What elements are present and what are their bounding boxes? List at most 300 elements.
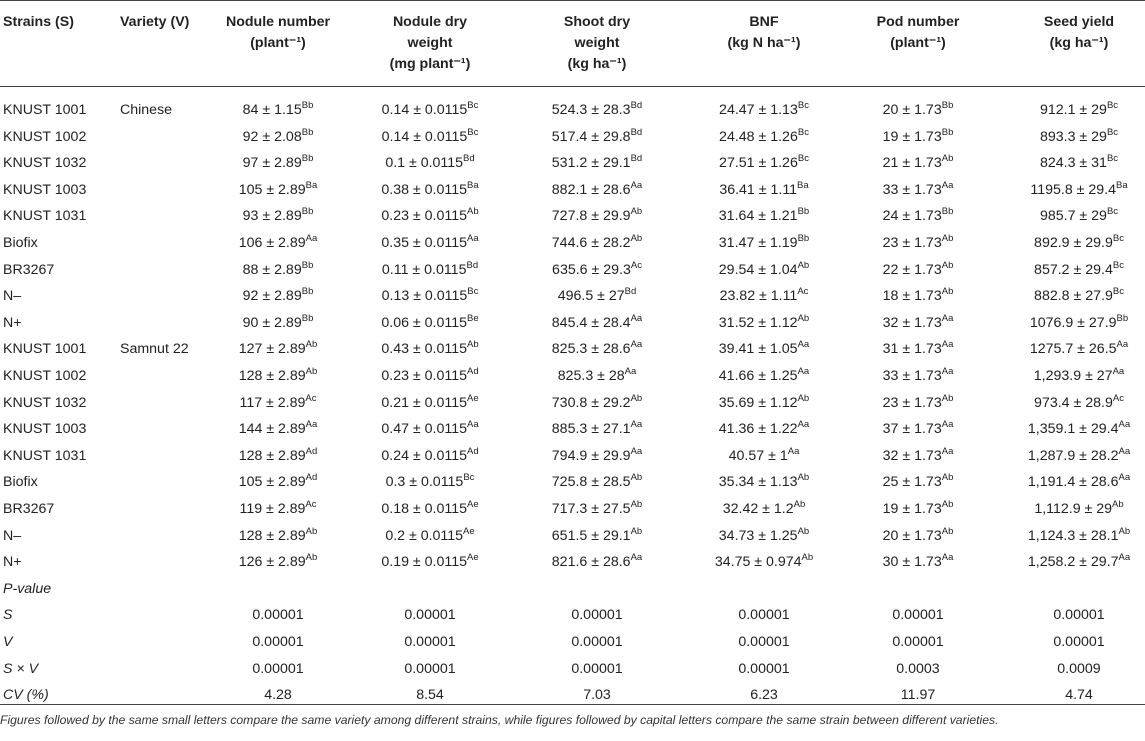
cell-value: 33 ± 1.73	[882, 368, 942, 384]
significance-letters: Bb	[301, 206, 314, 218]
seed-yield-cell	[1034, 257, 1124, 284]
cell-value: 25 ± 1.73	[882, 474, 942, 491]
cell-value: 119 ± 2.89	[239, 501, 306, 517]
stats-label: S × V	[3, 660, 39, 677]
significance-letters: Aa	[797, 419, 810, 431]
significance-letters: Ab	[941, 259, 954, 271]
pod-number-cell	[883, 177, 954, 204]
significance-letters: Ab	[941, 233, 954, 245]
cell-value: 126 ± 2.89	[238, 554, 306, 571]
bnf-cell	[719, 363, 809, 390]
significance-letters: Aa	[305, 419, 318, 431]
significance-letters: Bc	[1106, 100, 1119, 112]
significance-letters: Bc	[797, 153, 809, 165]
strain-cell: N–	[3, 288, 22, 305]
bnf-cell	[719, 203, 809, 230]
significance-letters: Ab	[630, 472, 643, 484]
header-bnf: BNF (kg N ha⁻¹)	[727, 14, 801, 51]
cell-value: 88 ± 2.89	[242, 261, 302, 278]
significance-letters: Ab	[941, 286, 954, 298]
significance-letters: Bc	[467, 100, 479, 112]
cell-value: 97 ± 2.89	[242, 155, 302, 172]
significance-letters: Bd	[630, 100, 643, 112]
stats-label: S	[3, 607, 13, 624]
cell-value: 23.82 ± 1.11	[719, 288, 798, 305]
nodule-number-cell	[243, 97, 314, 124]
table-row	[0, 549, 1145, 576]
shoot-dry-weight-cell	[552, 443, 642, 470]
significance-letters: Ac	[305, 392, 317, 404]
variety-cell: Chinese	[120, 102, 173, 118]
significance-letters: Bb	[301, 286, 314, 298]
shoot-dry-weight-cell	[552, 523, 642, 550]
significance-letters: Ab	[941, 472, 954, 484]
significance-letters: Aa	[630, 419, 643, 431]
cell-value: 496.5 ± 27	[557, 288, 625, 305]
strain-cell: KNUST 1003	[3, 421, 87, 438]
nodule-dry-weight-cell	[381, 310, 478, 337]
cell-value: 893.3 ± 29	[1039, 128, 1107, 145]
significance-letters: Bb	[301, 312, 314, 324]
seed-yield-cell	[1040, 203, 1118, 230]
seed-yield-stat: 0.00001	[1053, 634, 1105, 650]
strain-cell: KNUST 1032	[3, 155, 87, 172]
cell-value: 22 ± 1.73	[882, 261, 942, 278]
significance-letters: Aa	[1118, 445, 1131, 457]
pod-number-cell	[883, 310, 954, 337]
cell-value: 34.73 ± 1.25	[718, 527, 798, 544]
cell-value: 39.41 ± 1.05	[718, 341, 798, 358]
cell-value: 90 ± 2.89	[242, 314, 302, 331]
cell-value: 0.3 ± 0.0115	[385, 474, 464, 491]
significance-letters: Bb	[1116, 312, 1129, 324]
nodule-number-cell	[243, 310, 314, 337]
significance-letters: Bb	[301, 259, 314, 271]
stats-row	[0, 576, 1145, 603]
cell-value: 31 ± 1.73	[882, 341, 942, 358]
nodule-dry-weight-cell	[386, 469, 475, 496]
pod-number-stat: 0.00001	[892, 634, 944, 650]
significance-letters: Ae	[463, 525, 475, 537]
variety-cell: Samnut 22	[120, 341, 189, 358]
cell-value: 128 ± 2.89	[238, 447, 306, 464]
significance-letters: Ab	[1118, 525, 1131, 537]
significance-letters: Bd	[466, 259, 479, 271]
seed-yield-cell	[1028, 549, 1130, 576]
table-top-rule	[0, 0, 1145, 1]
significance-letters: Ac	[630, 259, 642, 271]
cell-value: 973.4 ± 28.9	[1034, 394, 1113, 411]
significance-letters: Ad	[305, 472, 318, 484]
cell-value: 825.3 ± 28.6	[551, 341, 631, 358]
significance-letters: Aa	[941, 179, 954, 191]
significance-letters: Aa	[630, 179, 643, 191]
nodule-dry-weight-stat: 0.00001	[404, 660, 456, 677]
nodule-number-cell	[243, 203, 314, 230]
significance-letters: Ab	[305, 552, 318, 564]
cell-value: 0.13 ± 0.0115	[381, 288, 468, 305]
strain-cell: KNUST 1031	[3, 208, 87, 225]
cell-value: 0.24 ± 0.0115	[381, 447, 467, 464]
cell-value: 35.34 ± 1.13	[718, 474, 798, 491]
nodule-number-cell	[239, 336, 318, 363]
cell-value: 84 ± 1.15	[242, 102, 302, 118]
bnf-cell	[719, 390, 809, 417]
stats-label: P-value	[3, 580, 52, 597]
cell-value: 106 ± 2.89	[238, 235, 306, 251]
significance-letters: Ba	[797, 179, 809, 191]
cell-value: 21 ± 1.73	[882, 155, 942, 172]
nodule-number-cell	[240, 496, 317, 523]
significance-letters: Aa	[1118, 419, 1131, 431]
bnf-cell	[719, 469, 809, 496]
bnf-cell	[719, 336, 809, 363]
significance-letters: Bb	[941, 126, 954, 138]
bnf-cell	[719, 257, 809, 284]
strain-cell: KNUST 1003	[3, 181, 87, 198]
seed-yield-cell	[1034, 363, 1124, 390]
significance-letters: Ab	[941, 153, 954, 165]
nodule-dry-weight-cell	[385, 150, 474, 177]
cell-value: 35.69 ± 1.12	[718, 394, 798, 411]
nodule-dry-weight-stat: 0.00001	[404, 634, 456, 650]
nodule-number-stat: 0.00001	[252, 634, 304, 650]
cell-value: 0.11 ± 0.0115	[381, 261, 467, 278]
significance-letters: Ab	[305, 366, 318, 378]
seed-yield-cell	[1040, 150, 1118, 177]
table-row	[0, 496, 1145, 523]
cell-value: 31.64 ± 1.21	[718, 208, 798, 225]
cell-value: 0.23 ± 0.0115	[381, 208, 467, 225]
significance-letters: Aa	[1118, 472, 1131, 484]
cell-value: 128 ± 2.89	[238, 368, 306, 384]
cell-value: 1195.8 ± 29.4	[1030, 181, 1116, 198]
significance-letters: Bc	[1106, 206, 1119, 218]
significance-letters: Bd	[624, 286, 637, 298]
significance-letters: Bb	[941, 206, 954, 218]
cell-value: 27.51 ± 1.26	[719, 155, 798, 172]
table-row	[0, 523, 1145, 550]
pod-number-cell	[883, 230, 954, 257]
cell-value: 0.43 ± 0.0115	[381, 341, 467, 358]
stats-label: V	[3, 634, 13, 650]
cell-value: 727.8 ± 29.9	[551, 208, 631, 225]
bnf-cell	[719, 523, 809, 550]
pod-number-cell	[883, 150, 954, 177]
cell-value: 0.35 ± 0.0115	[381, 235, 467, 251]
pod-number-cell	[883, 203, 954, 230]
cell-value: 0.06 ± 0.0115	[381, 314, 467, 331]
significance-letters: Bb	[301, 100, 314, 112]
significance-letters: Aa	[787, 445, 800, 457]
significance-letters: Aa	[305, 233, 318, 245]
cell-value: 117 ± 2.89	[239, 394, 306, 411]
header-seed-yield: Seed yield (kg ha⁻¹)	[1043, 14, 1115, 51]
significance-letters: Bc	[1106, 126, 1119, 138]
cell-value: 0.21 ± 0.0115	[381, 394, 467, 411]
significance-letters: Ad	[305, 445, 318, 457]
stats-row	[0, 629, 1145, 656]
cell-value: 128 ± 2.89	[238, 527, 306, 544]
significance-letters: Ae	[467, 499, 479, 511]
nodule-dry-weight-stat: 0.00001	[404, 607, 456, 624]
cell-value: 1,124.3 ± 28.1	[1027, 527, 1119, 544]
table-row	[0, 230, 1145, 257]
header-shoot-dry-weight: Shoot dry weight (kg ha⁻¹)	[563, 14, 631, 72]
header-nodule-number: Nodule number (plant⁻¹)	[225, 14, 331, 51]
table-row	[0, 177, 1145, 204]
significance-letters: Aa	[941, 445, 954, 457]
cell-value: 24 ± 1.73	[882, 208, 942, 225]
nodule-number-cell	[239, 416, 318, 443]
significance-letters: Aa	[630, 552, 643, 564]
cell-value: 37 ± 1.73	[882, 421, 942, 438]
table-bottom-rule	[0, 704, 1145, 705]
significance-letters: Ab	[801, 552, 814, 564]
significance-letters: Ab	[467, 206, 479, 218]
significance-letters: Ac	[305, 499, 317, 511]
nodule-number-cell	[239, 177, 318, 204]
cell-value: 1,258.2 ± 29.7	[1027, 554, 1119, 571]
significance-letters: Ab	[467, 339, 479, 351]
cell-value: 105 ± 2.89	[238, 474, 306, 491]
pod-number-cell	[883, 390, 954, 417]
nodule-dry-weight-cell	[381, 336, 478, 363]
nodule-dry-weight-cell	[381, 363, 478, 390]
cell-value: 29.54 ± 1.04	[718, 261, 798, 278]
cell-value: 892.9 ± 29.9	[1034, 235, 1113, 251]
cell-value: 1,191.4 ± 28.6	[1027, 474, 1119, 491]
cell-value: 20 ± 1.73	[882, 102, 942, 118]
cell-value: 857.2 ± 29.4	[1034, 261, 1113, 278]
shoot-dry-weight-cell	[552, 496, 642, 523]
table-row	[0, 336, 1145, 363]
cell-value: 0.2 ± 0.0115	[385, 527, 464, 544]
nodule-dry-weight-cell	[381, 203, 478, 230]
table-row	[0, 124, 1145, 151]
cell-value: 1076.9 ± 27.9	[1029, 314, 1117, 331]
nodule-dry-weight-cell	[382, 124, 479, 151]
significance-letters: Aa	[624, 366, 637, 378]
cell-value: 92 ± 2.89	[242, 288, 302, 305]
nodule-number-cell	[243, 283, 314, 310]
nodule-dry-weight-cell	[381, 416, 478, 443]
nodule-dry-weight-cell	[385, 523, 474, 550]
bnf-cell	[715, 549, 813, 576]
significance-letters: Aa	[1118, 552, 1131, 564]
bnf-cell	[723, 496, 806, 523]
cell-value: 18 ± 1.73	[882, 288, 942, 305]
nodule-dry-weight-cell	[382, 257, 478, 284]
significance-letters: Bc	[1112, 233, 1124, 245]
seed-yield-cell	[1028, 416, 1130, 443]
cell-value: 24.48 ± 1.26	[719, 128, 798, 145]
shoot-dry-weight-cell	[552, 203, 642, 230]
significance-letters: Bb	[797, 233, 810, 245]
strain-cell: KNUST 1031	[3, 447, 87, 464]
significance-letters: Bc	[1112, 259, 1124, 271]
significance-letters: Aa	[1116, 339, 1129, 351]
significance-letters: Ab	[941, 392, 954, 404]
shoot-dry-weight-cell	[552, 469, 642, 496]
cell-value: 517.4 ± 29.8	[551, 128, 631, 145]
significance-letters: Bb	[941, 100, 954, 112]
significance-letters: Aa	[797, 366, 810, 378]
seed-yield-stat: 0.00001	[1053, 607, 1105, 624]
significance-letters: Aa	[941, 552, 954, 564]
strain-cell: KNUST 1002	[3, 368, 87, 384]
cell-value: 36.41 ± 1.11	[719, 181, 798, 198]
cell-value: 725.8 ± 28.5	[551, 474, 631, 491]
nodule-dry-weight-cell	[381, 496, 478, 523]
table-row	[0, 469, 1145, 496]
nodule-number-cell	[239, 469, 318, 496]
significance-letters: Aa	[467, 233, 479, 245]
pod-number-cell	[883, 549, 954, 576]
cell-value: 33 ± 1.73	[882, 181, 942, 198]
cell-value: 32 ± 1.73	[882, 447, 942, 464]
pod-number-stat: 0.00001	[892, 607, 944, 624]
pod-number-cell	[883, 443, 954, 470]
cell-value: 1,359.1 ± 29.4	[1027, 421, 1119, 438]
significance-letters: Aa	[1112, 366, 1125, 378]
shoot-dry-weight-stat: 0.00001	[571, 634, 623, 650]
pod-number-cell	[883, 496, 954, 523]
seed-yield-cell	[1030, 336, 1128, 363]
significance-letters: Aa	[941, 419, 954, 431]
seed-yield-cell	[1030, 177, 1127, 204]
significance-letters: Ad	[467, 366, 479, 378]
pod-number-cell	[883, 283, 954, 310]
significance-letters: Bd	[463, 153, 475, 165]
bnf-cell	[719, 310, 809, 337]
strain-cell: Biofix	[3, 474, 38, 491]
cell-value: 41.36 ± 1.22	[718, 421, 798, 438]
cell-value: 821.6 ± 28.6	[551, 554, 631, 571]
cell-value: 93 ± 2.89	[242, 208, 302, 225]
cell-value: 0.14 ± 0.0115	[381, 128, 468, 145]
shoot-dry-weight-stat: 0.00001	[571, 660, 623, 677]
cell-value: 0.1 ± 0.0115	[385, 155, 464, 172]
shoot-dry-weight-cell	[552, 390, 642, 417]
shoot-dry-weight-cell	[552, 310, 642, 337]
significance-letters: Ab	[1112, 499, 1124, 511]
bnf-cell	[719, 124, 809, 151]
nodule-dry-weight-cell	[381, 230, 478, 257]
cell-value: 34.75 ± 0.974	[714, 554, 802, 571]
seed-yield-stat: 0.0009	[1057, 660, 1101, 677]
shoot-dry-weight-cell	[552, 177, 642, 204]
cell-value: 635.6 ± 29.3	[552, 261, 631, 278]
pod-number-cell	[883, 523, 954, 550]
strain-cell: Biofix	[3, 235, 38, 251]
cell-value: 1275.7 ± 26.5	[1029, 341, 1117, 358]
seed-yield-cell	[1040, 124, 1118, 151]
significance-letters: Be	[467, 312, 479, 324]
cell-value: 19 ± 1.73	[882, 128, 942, 145]
bnf-stat: 0.00001	[738, 634, 790, 650]
significance-letters: Ae	[467, 552, 479, 564]
cell-value: 882.8 ± 27.9	[1034, 288, 1113, 305]
significance-letters: Ac	[1112, 392, 1124, 404]
significance-letters: Aa	[630, 339, 643, 351]
strain-cell: KNUST 1002	[3, 128, 87, 145]
significance-letters: Aa	[467, 419, 479, 431]
significance-letters: Ab	[305, 525, 318, 537]
significance-letters: Ac	[797, 286, 809, 298]
seed-yield-cell	[1034, 230, 1124, 257]
seed-yield-cell	[1028, 443, 1130, 470]
table-row	[0, 283, 1145, 310]
nodule-number-cell	[243, 257, 314, 284]
nodule-number-cell	[240, 390, 317, 417]
cell-value: 885.3 ± 27.1	[551, 421, 631, 438]
cell-value: 31.47 ± 1.19	[718, 235, 798, 251]
cell-value: 824.3 ± 31	[1039, 155, 1107, 172]
strain-cell: N+	[3, 314, 22, 331]
cell-value: 32 ± 1.73	[882, 314, 942, 331]
bnf-cell	[720, 283, 809, 310]
significance-letters: Bd	[630, 153, 643, 165]
significance-letters: Ae	[467, 392, 479, 404]
stats-row	[0, 656, 1145, 683]
significance-letters: Bc	[1112, 286, 1124, 298]
nodule-dry-weight-cell	[381, 390, 478, 417]
pod-number-stat: 0.0003	[896, 660, 940, 677]
significance-letters: Ab	[797, 392, 810, 404]
significance-letters: Aa	[630, 445, 643, 457]
significance-letters: Ba	[1116, 179, 1128, 191]
significance-letters: Ab	[305, 339, 318, 351]
cell-value: 882.1 ± 28.6	[551, 181, 631, 198]
header-rule	[0, 86, 1145, 87]
significance-letters: Ab	[630, 525, 643, 537]
stats-row	[0, 602, 1145, 629]
strain-cell: N+	[3, 554, 22, 571]
cell-value: 24.47 ± 1.13	[719, 102, 798, 118]
nodule-dry-weight-cell	[382, 283, 479, 310]
bnf-cell	[719, 416, 809, 443]
nodule-dry-weight-cell	[382, 97, 479, 124]
strain-cell: KNUST 1032	[3, 394, 87, 411]
cell-value: 41.66 ± 1.25	[718, 368, 798, 384]
nodule-number-cell	[239, 443, 318, 470]
pod-number-cell	[883, 257, 954, 284]
cell-value: 794.9 ± 29.9	[551, 447, 631, 464]
cell-value: 717.3 ± 27.5	[551, 501, 631, 517]
pod-number-cell	[883, 416, 954, 443]
cell-value: 40.57 ± 1	[728, 447, 788, 464]
cell-value: 31.52 ± 1.12	[718, 314, 798, 331]
cell-value: 912.1 ± 29	[1039, 102, 1107, 118]
cell-value: 0.23 ± 0.0115	[381, 368, 467, 384]
bnf-stat: 0.00001	[738, 660, 790, 677]
shoot-dry-weight-cell	[552, 257, 642, 284]
nodule-dry-weight-cell	[381, 549, 478, 576]
significance-letters: Aa	[941, 312, 954, 324]
cell-value: 744.6 ± 28.2	[551, 235, 631, 251]
shoot-dry-weight-cell	[552, 549, 642, 576]
cell-value: 105 ± 2.89	[238, 181, 306, 198]
significance-letters: Aa	[630, 312, 643, 324]
nodule-number-stat: 4.28	[264, 687, 292, 704]
seed-yield-stat: 4.74	[1065, 687, 1093, 704]
cell-value: 0.18 ± 0.0115	[381, 501, 467, 517]
nodule-number-cell	[243, 124, 314, 151]
nodule-number-cell	[239, 230, 318, 257]
significance-letters: Bc	[797, 126, 809, 138]
cell-value: 1,293.9 ± 27	[1033, 368, 1113, 384]
